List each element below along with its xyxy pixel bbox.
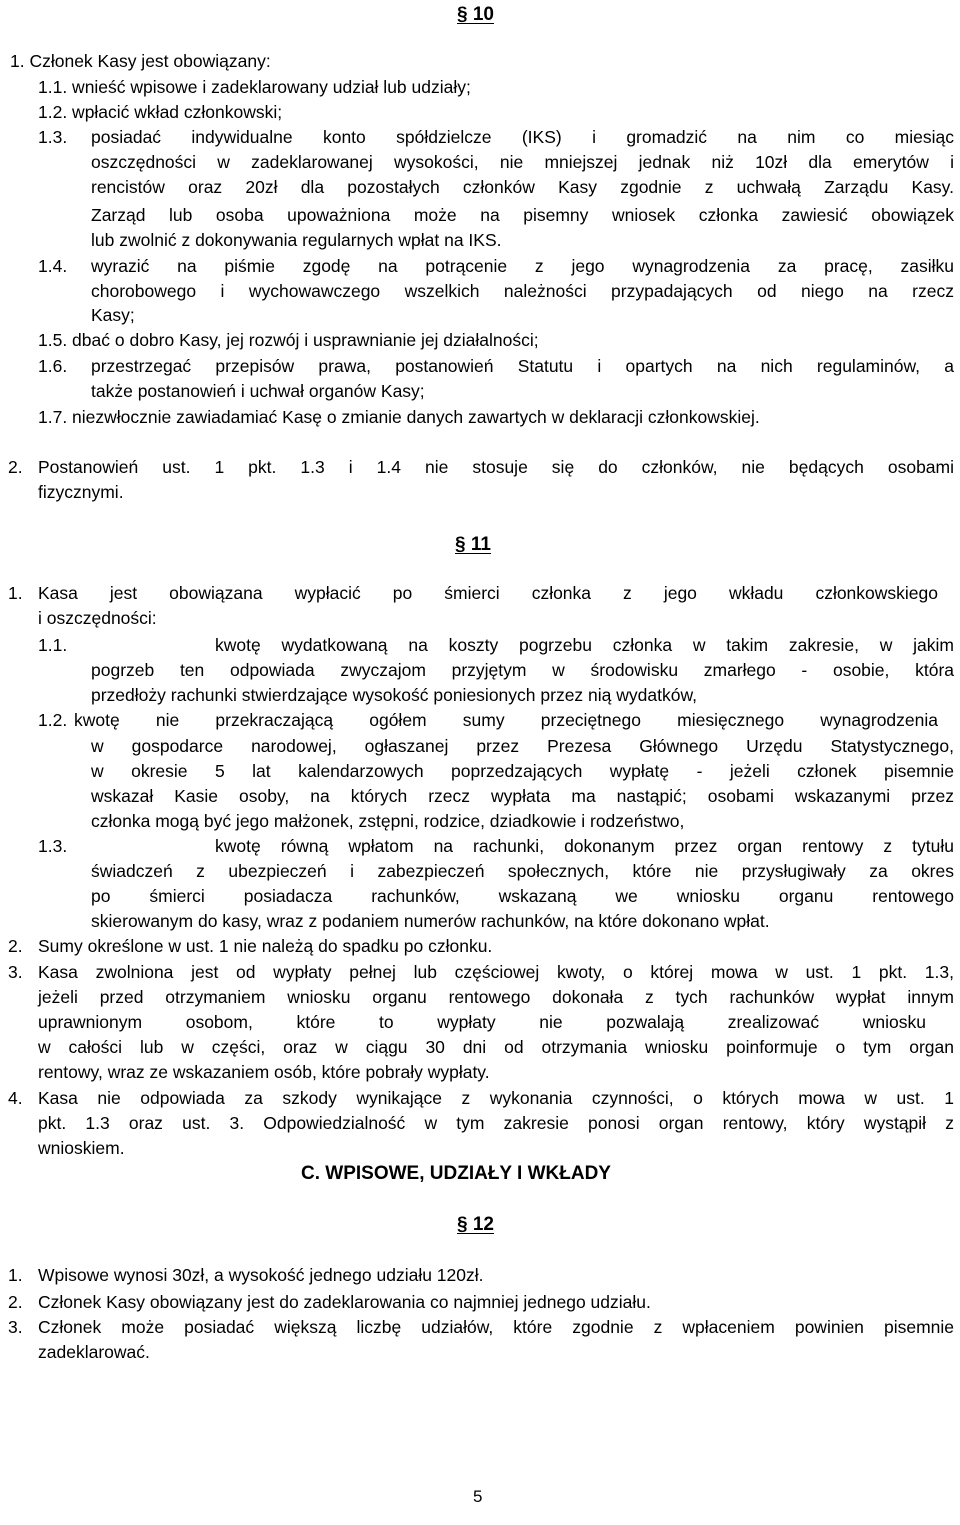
item-number: 1. xyxy=(8,1265,23,1285)
item-number: 1. xyxy=(8,583,23,603)
text-line: wnioskiem. xyxy=(38,1138,125,1158)
text-line: skierowanym do kasy, wraz z podaniem numerów rachunków, na które dokonano wpłat. xyxy=(91,911,770,931)
text-line: wskazał Kasie osoby, na których rzecz wypłata ma nastąpić; osobami wskazanymi przez xyxy=(91,786,954,806)
item-number: 4. xyxy=(8,1088,23,1108)
text-line: 1.2. wpłacić wkład członkowski; xyxy=(38,102,283,122)
text-line: rentowy, wraz ze wskazaniem osób, które pobrały wypłaty. xyxy=(38,1062,490,1082)
text-line: Członek może posiadać większą liczbę udziałów, które zgodnie z wpłaceniem powinien pisemnie xyxy=(38,1317,954,1337)
text-line: kwotę wydatkowaną na koszty pogrzebu członka w takim zakresie, w jakim xyxy=(215,635,954,655)
text-line: po śmierci posiadacza rachunków, wskazaną we wniosku organu rentowego xyxy=(91,886,954,906)
text-line: fizycznymi. xyxy=(38,482,124,502)
text-line: kwotę nie przekraczającą ogółem sumy przeciętnego miesięcznego wynagrodzenia xyxy=(74,710,938,730)
text-line: 1.7. niezwłocznie zawiadamiać Kasę o zmianie danych zawartych w deklaracji członkowskiej. xyxy=(38,407,760,427)
item-number: 2. xyxy=(8,936,23,956)
item-number: 2. xyxy=(8,457,23,477)
item-number: 1.3. xyxy=(38,127,68,147)
text-line: uprawnionym osobom, które to wypłaty nie pozwalają zrealizować wniosku xyxy=(38,1012,926,1032)
text-line: jeżeli przed otrzymaniem wniosku organu rentowego dokonała z tych rachunków wypłat innym xyxy=(38,987,954,1007)
text-line: pogrzeb ten odpowiada zwyczajom przyjętym w środowisku zmarłego - osobie, która xyxy=(91,660,954,680)
item-number: 2. xyxy=(8,1292,23,1312)
text-line: wyrazić na piśmie zgodę na potrącenie z jego wynagrodzenia za pracę, zasiłku xyxy=(91,256,954,276)
text-line: Kasa nie odpowiada za szkody wynikające z wykonania czynności, o których mowa w ust. 1 xyxy=(38,1088,954,1108)
item-number: 1.3. xyxy=(38,836,68,856)
item-number: 3. xyxy=(8,1317,23,1337)
text-line: 1.1. wnieść wpisowe i zadeklarowany udział lub udziały; xyxy=(38,77,471,97)
text-line: przedłoży rachunki stwierdzające wysokość poniesionych przez nią wydatków, xyxy=(91,685,697,705)
paragraph-10-heading: § 10 xyxy=(457,4,494,25)
text-line: Kasa zwolniona jest od wypłaty pełnej lub częściowej kwoty, o której mowa w ust. 1 pkt. 1.3, xyxy=(38,962,954,982)
text-line: w całości lub w części, oraz w ciągu 30 dni od otrzymania wniosku poinformuje o tym organ xyxy=(38,1037,954,1057)
text-line: członka mogą być jego małżonek, zstępni, rodzice, dziadkowie i rodzeństwo, xyxy=(91,811,685,831)
text-line: 1.5. dbać o dobro Kasy, jej rozwój i usprawnianie jej działalności; xyxy=(38,330,539,350)
text-line: lub zwolnić z dokonywania regularnych wpłat na IKS. xyxy=(91,230,502,250)
text-line: Postanowień ust. 1 pkt. 1.3 i 1.4 nie stosuje się do członków, nie będących osobami xyxy=(38,457,954,477)
item-number: 1.2. xyxy=(38,710,68,730)
text-line: zadeklarować. xyxy=(38,1342,150,1362)
text-line: pkt. 1.3 oraz ust. 3. Odpowiedzialność w tym zakresie ponosi organ rentowy, który wystąpił z xyxy=(38,1113,954,1133)
text-line: Zarząd lub osoba upoważniona może na pisemny wniosek członka zawiesić obowiązek xyxy=(91,205,954,225)
text-line: Kasa jest obowiązana wypłacić po śmierci członka z jego wkładu członkowskiego xyxy=(38,583,938,603)
item-number: 1.4. xyxy=(38,256,68,276)
item-number: 1.6. xyxy=(38,356,68,376)
text-line: Kasy; xyxy=(91,305,135,325)
text-line: i oszczędności: xyxy=(38,608,157,628)
text-line: oszczędności w zadeklarowanej wysokości, nie mniejszej jednak niż 10zł dla emerytów i xyxy=(91,152,954,172)
paragraph-11-heading: § 11 xyxy=(455,534,491,555)
section-c-title: C. WPISOWE, UDZIAŁY I WKŁADY xyxy=(301,1163,611,1184)
text-line: chorobowego i wychowawczego wszelkich należności przypadających od niego na rzecz xyxy=(91,281,954,301)
text-line: w gospodarce narodowej, ogłaszanej przez Prezesa Głównego Urzędu Statystycznego, xyxy=(91,736,954,756)
text-line: przestrzegać przepisów prawa, postanowień Statutu i opartych na nich regulaminów, a xyxy=(91,356,954,376)
text-line: posiadać indywidualne konto spółdzielcze (IKS) i gromadzić na nim co miesiąc xyxy=(91,127,954,147)
page-number: 5 xyxy=(473,1487,483,1506)
text-line: Sumy określone w ust. 1 nie należą do spadku po członku. xyxy=(38,936,493,956)
text-line: Wpisowe wynosi 30zł, a wysokość jednego udziału 120zł. xyxy=(38,1265,484,1285)
text-line: także postanowień i uchwał organów Kasy; xyxy=(91,381,425,401)
item-number: 1.1. xyxy=(38,635,68,655)
text-line: w okresie 5 lat kalendarzowych poprzedzających wypłatę - jeżeli członek pisemnie xyxy=(91,761,954,781)
item-number: 3. xyxy=(8,962,23,982)
text-line: kwotę równą wpłatom na rachunki, dokonanym przez organ rentowy z tytułu xyxy=(215,836,954,856)
paragraph-12-heading: § 12 xyxy=(457,1214,494,1235)
text-line: rencistów oraz 20zł dla pozostałych członków Kasy zgodnie z uchwałą Zarządu Kasy. xyxy=(91,177,954,197)
text-line: świadczeń z ubezpieczeń i zabezpieczeń społecznych, które nie przysługiwały za okres xyxy=(91,861,954,881)
text-line: 1. Członek Kasy jest obowiązany: xyxy=(10,51,271,71)
text-line: Członek Kasy obowiązany jest do zadeklarowania co najmniej jednego udziału. xyxy=(38,1292,651,1312)
